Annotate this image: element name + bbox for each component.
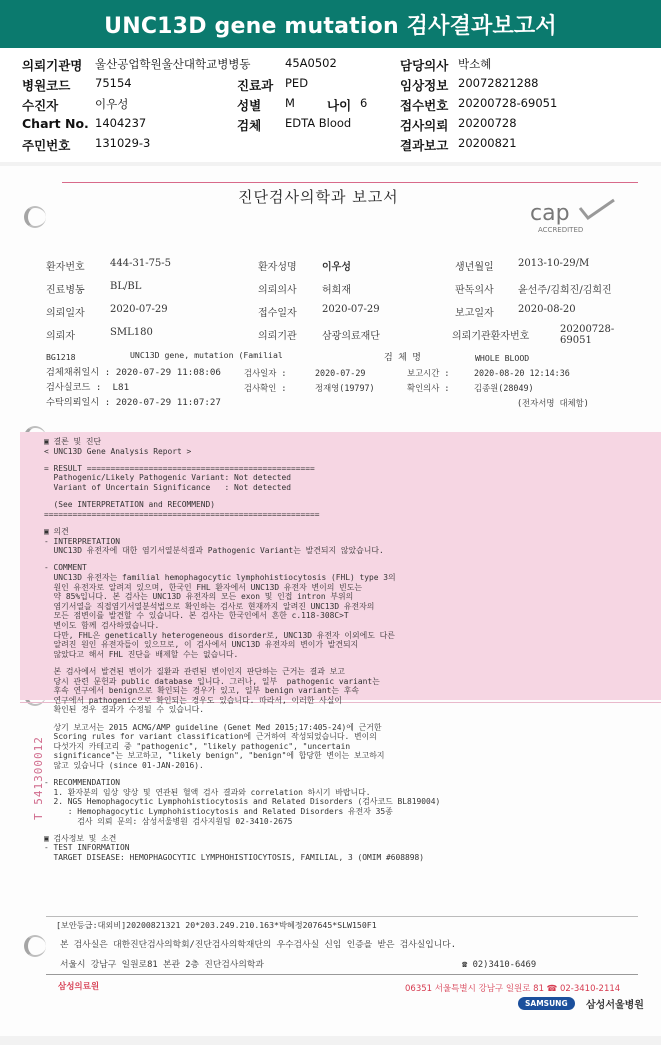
lab-field: 2020-07-29 — [315, 368, 366, 378]
lab-field: 확인의사 : — [407, 383, 450, 393]
report-title-bar — [0, 0, 661, 48]
value-receipt-no: 20200728-69051 — [458, 96, 558, 110]
label-receipt-no: 접수번호 — [400, 98, 449, 113]
report-body-line: UNC13D 유전자에 대한 염기서열분석결과 Pathogenic Variant는 발견되지 않았습니다. — [44, 546, 384, 556]
report-title: UNC13D gene mutation 검사결과보고서 — [104, 13, 557, 39]
label-clinical-info: 임상정보 — [400, 78, 449, 93]
report-body-line: ▣ 검사정보 및 소견 — [44, 833, 117, 843]
report-body-line: 후속 연구에서 benign으로 확인되는 경우가 있고, 일부 benign variant는 후속 — [44, 686, 359, 696]
info-label: 의뢰기관 — [258, 331, 297, 342]
value-institution: 울산공업학원울산대학교병병동 — [95, 57, 251, 71]
value-chart-no: 1404237 — [95, 116, 147, 130]
report-body-line: 않았다고 해서 FHL 진단을 배제할 수는 없습니다. — [44, 649, 239, 659]
address-line: 서울시 강남구 일원로81 본관 2층 진단검사의학과 — [60, 960, 264, 970]
report-body-line: 원인 유전자로 알려져 있으며, 한국인 FHL 환자에서 UNC13D 유전자 변이의 빈도는 — [44, 582, 362, 592]
info-value: 윤선주/김희진/김희진 — [518, 285, 612, 296]
cap-logo-text: cap — [530, 201, 570, 226]
info-label: 생년월일 — [455, 262, 494, 273]
report-body-line: : Hemophagocytic Lymphohistiocytosis and Related Disorders 유전자 35종 — [44, 807, 393, 816]
info-value: 2020-08-20 — [518, 304, 576, 315]
report-body-line: 염기서열을 직접염기서열분석법으로 확인하는 검사로 현재까지 알려진 UNC13D 유전자의 — [44, 601, 375, 611]
report-body-line: TARGET DISEASE: HEMOPHAGOCYTIC LYMPHOHISTIOCYTOSIS, FAMILIAL, 3 (OMIM #608898) — [44, 853, 425, 862]
samsung-logo: SAMSUNG — [518, 997, 575, 1010]
info-label: 판독의사 — [455, 285, 494, 296]
report-body-line: 2. NGS Hemophagocytic Lymphohistiocytosis and Related Disorders (검사코드 BL819004) — [44, 797, 441, 807]
footer-address: 06351 서울특별시 강남구 일원로 81 ☎ 02-3410-2114 — [405, 984, 621, 994]
value-clinical-info: 20072821288 — [458, 76, 539, 90]
report-body-line: 알려진 원인 유전자들이 있으므로, 이 검사에서 UNC13D 유전자의 변이가 발견되지 — [44, 640, 359, 650]
lab-field: (전자서명 대체함) — [517, 398, 589, 408]
report-body-line: < UNC13D Gene Analysis Report > — [44, 446, 192, 456]
value-patient: 이우성 — [95, 97, 129, 111]
value-resident-no: 131029-3 — [95, 136, 151, 150]
lab-field: 검사실코드 : L81 — [46, 382, 130, 393]
report-body-line: 않고 있습니다 (since 01-JAN-2016). — [44, 761, 204, 770]
test-code: BG1218 — [46, 352, 76, 362]
report-body-line: - COMMENT — [44, 563, 87, 573]
info-value: 이우성 — [322, 262, 351, 273]
report-body-line: 다섯가지 카테고리 중 "pathogenic", "likely pathogenic", "uncertain — [44, 741, 351, 751]
lab-field: 정재영(19797) — [315, 383, 375, 393]
report-body-line: 본 검사에서 발견된 변이가 질환과 관련된 변이인지 판단하는 근거는 결과 보고 — [44, 667, 345, 676]
lab-field: 수탁의뢰일시 : 2020-07-29 11:07:27 — [46, 397, 221, 408]
report-body-line: Pathogenic/Likely Pathogenic Variant: Not detected — [44, 473, 292, 483]
report-body-line: ▣ 의견 — [44, 527, 69, 536]
cert-line: 본 검사실은 대한진단검사의학회/진단검사의학재단의 우수검사실 신임 인증을 받은 검사실입니다. — [60, 940, 457, 950]
report-body-line: 약 85%입니다. 본 검사는 UNC13D 유전자의 모든 exon 및 인접 intron 부위의 — [44, 592, 354, 602]
value-sex: M — [285, 96, 295, 110]
info-label: 환자성명 — [258, 262, 297, 273]
info-value: 20200728-69051 — [560, 324, 615, 346]
label-hospital-code: 병원코드 — [22, 78, 71, 93]
label-request-date: 검사의뢰 — [400, 118, 449, 133]
report-body-line: (See INTERPRETATION and RECOMMEND) — [44, 500, 216, 510]
cap-accredited-logo — [528, 198, 623, 238]
info-label: 의뢰자 — [46, 331, 75, 342]
lab-field: 검체채취일시 : 2020-07-29 11:08:06 — [46, 367, 221, 378]
value-doctor: 박소혜 — [458, 57, 492, 71]
report-heading: 진단검사의학과 보고서 — [238, 188, 399, 206]
info-label: 의뢰의사 — [258, 285, 297, 296]
label-resident-no: 주민번호 — [22, 138, 71, 153]
specimen-value: WHOLE BLOOD — [475, 353, 530, 363]
footer-samsung-medical: 삼성의료원 — [58, 982, 100, 992]
top-rule — [62, 182, 638, 183]
info-value: 2013-10-29/M — [518, 258, 590, 269]
report-body-line: 1. 환자분의 임상 양상 및 연관된 혈액 검사 결과와 correlation 하시기 바랍니다. — [44, 787, 371, 797]
specimen-label: 검 체 명 — [384, 353, 421, 363]
label-doctor: 담당의사 — [400, 58, 449, 73]
lab-field: 검사일자 : — [244, 368, 287, 378]
report-body-line: 당시 관련 문헌과 public database 입니다. 그러나, 일부 pathogenic variant는 — [44, 676, 380, 686]
info-value: 허희재 — [322, 285, 351, 296]
lab-field: 검사확인 : — [244, 383, 287, 393]
report-body-line: 상기 보고서는 2015 ACMG/AMP guideline (Genet Med 2015;17:405-24)에 근거한 — [44, 722, 382, 732]
lab-field: 보고시간 : — [407, 368, 450, 378]
report-body-line: 확인된 경우 결과가 수정될 수 있습니다. — [44, 705, 204, 715]
report-body-line: - TEST INFORMATION — [44, 843, 130, 853]
report-body-line: Scoring rules for variant classification에 근거하여 작성되었습니다. 변이의 — [44, 732, 377, 742]
phone-line: ☎ 02)3410-6469 — [462, 960, 537, 970]
value-ward-code: 45A0502 — [285, 56, 337, 70]
info-value: SML180 — [110, 327, 153, 338]
report-body-line: - RECOMMENDATION — [44, 778, 121, 788]
header-info — [0, 48, 661, 162]
cap-sub-text: ACCREDITED — [538, 226, 584, 234]
info-value: BL/BL — [110, 281, 142, 292]
info-value: 삼광의료재단 — [322, 331, 380, 342]
label-chart-no: Chart No. — [22, 116, 89, 131]
binder-hole-icon — [24, 935, 46, 957]
info-label: 접수일자 — [258, 308, 297, 319]
report-body-line: 변이도 함께 검사하였습니다. — [44, 621, 160, 630]
security-line: [보안등급:대외비]20200821321 20*203.249.210.163*박혜정207645*SLW150F1 — [56, 920, 377, 930]
report-body-line: 연구에서 pathogenic으로 확인되는 경우도 있습니다. 따라서, 이러한 사실이 — [44, 695, 342, 705]
security-rule — [46, 916, 638, 917]
label-age: 나이 — [327, 98, 352, 113]
value-specimen: EDTA Blood — [285, 116, 352, 130]
value-age: 6 — [360, 96, 368, 110]
report-body-line: = RESULT ================================================ — [44, 463, 315, 473]
info-value: 444-31-75-5 — [110, 258, 172, 269]
value-request-date: 20200728 — [458, 116, 517, 130]
report-body-line: 모든 점변이를 발견할 수 있습니다. 본 검사는 한국인에서 흔한 c.118-308C>T — [44, 611, 349, 621]
label-institution: 의뢰기관명 — [22, 58, 83, 73]
report-body-line: - INTERPRETATION — [44, 536, 121, 546]
report-body-line: ▣ 결론 및 진단 — [44, 437, 102, 446]
info-label: 보고일자 — [455, 308, 494, 319]
report-body-line: UNC13D 유전자는 familial hemophagocytic lymphohistiocytosis (FHL) type 3의 — [44, 573, 396, 582]
lab-field: 2020-08-20 12:14:36 — [474, 368, 570, 378]
binder-hole-icon — [24, 206, 46, 228]
info-label: 진료병동 — [46, 285, 85, 296]
test-name: UNC13D gene, mutation (Familial — [130, 350, 283, 360]
side-stamp: T 541300012 — [32, 736, 45, 820]
label-patient: 수진자 — [22, 98, 59, 113]
report-body-line: Variant of Uncertain Significance : Not detected — [44, 483, 292, 492]
footer-hospital-name: 삼성서울병원 — [586, 1000, 644, 1011]
info-label: 의뢰일자 — [46, 308, 85, 319]
info-value: 2020-07-29 — [322, 304, 380, 315]
report-body-line: 다만, FHL은 genetically heterogeneous disorder로, UNC13D 유전자 이외에도 다른 — [44, 630, 395, 640]
lab-field: 김종원(28049) — [474, 383, 534, 393]
label-sex: 성별 — [237, 98, 262, 113]
footer-rule — [46, 974, 638, 975]
label-report-date: 결과보고 — [400, 138, 449, 153]
label-department: 진료과 — [237, 78, 274, 93]
value-department: PED — [285, 76, 309, 90]
info-label: 환자번호 — [46, 262, 85, 273]
report-body-line: ========================================================== — [44, 509, 320, 519]
report-body-line: significance"는 보고하고, "likely benign", "benign"에 합당한 변이는 보고하지 — [44, 751, 385, 761]
value-hospital-code: 75154 — [95, 76, 132, 90]
label-specimen: 검체 — [237, 118, 262, 133]
report-body-line: 검사 의뢰 문의: 삼성서울병원 검사지원팀 02-3410-2675 — [44, 816, 293, 826]
info-value: 2020-07-29 — [110, 304, 168, 315]
value-report-date: 20200821 — [458, 136, 517, 150]
info-label: 의뢰기관환자번호 — [452, 331, 530, 342]
